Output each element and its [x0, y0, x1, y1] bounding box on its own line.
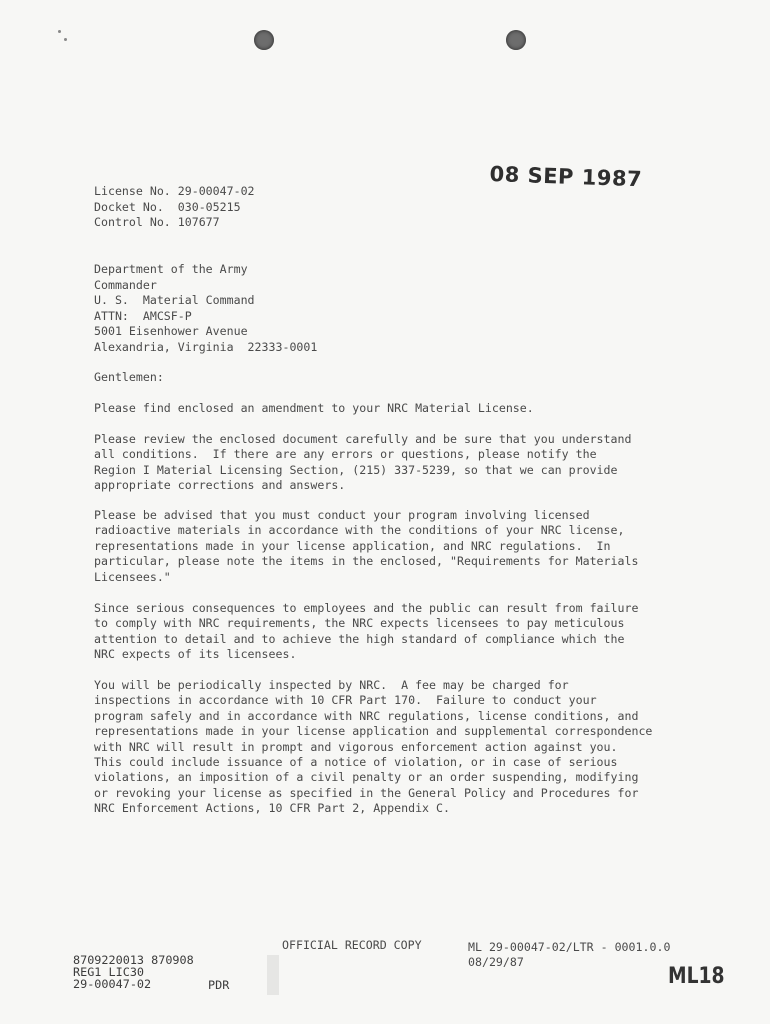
punch-hole-left	[254, 30, 274, 50]
ml-reference	[468, 940, 670, 970]
reference-block	[94, 184, 255, 231]
address-line: 5001 Eisenhower Avenue	[94, 324, 248, 338]
scan-speck	[64, 38, 67, 41]
paragraph-3: Please be advised that you must conduct your program involving licensed radioactive materials in accordance with the conditions of your NRC license, representations made in your license application, and NRC regulations. In particular, please note the items in the enclosed, "Requirements for Materials Licensees."	[94, 508, 639, 584]
official-record-copy: OFFICIAL RECORD COPY	[282, 938, 422, 952]
scan-speck	[58, 30, 61, 33]
pdr-label: PDR	[208, 978, 230, 992]
address-line: ATTN: AMCSF-P	[94, 308, 192, 323]
address-line: Alexandria, Virginia 22333-0001	[94, 339, 318, 354]
address-line: Department of the Army	[94, 262, 248, 276]
paragraph-1: Please find enclosed an amendment to your NRC Material License.	[94, 401, 534, 415]
accession-stamp: 8709220013 870908 REG1 LIC30 29-00047-02	[73, 953, 194, 991]
salutation: Gentlemen:	[94, 370, 164, 384]
paragraph-4: Since serious consequences to employees and the public can result from failure to comply with NRC requirements, the NRC expects licensees to pay meticulous attention to detail and to achieve the high standard of compliance which the NRC expects of its licensees.	[94, 601, 639, 662]
address-line: U. S. Material Command	[94, 293, 255, 307]
paragraph-2: Please review the enclosed document carefully and be sure that you understand all conditions. If there are any errors or questions, please notify the Region I Material Licensing Section, (215) 337-5239, so that we can provide appropriate corrections and answers.	[94, 432, 632, 493]
paragraph-5: You will be periodically inspected by NRC. A fee may be charged for inspections in accordance with 10 CFR Part 170. Failure to conduct your program safely and in accordance with NRC regulations, license conditions, and representations made in your license application and supplemental correspondence with NRC will result in prompt and vigorous enforcement action against you. This could include issuance of a notice of violation, or in case of serious violations, an imposition of a civil penalty or an order suspending, modifying or revoking your license as specified in the General Policy and Procedures for NRC Enforcement Actions, 10 CFR Part 2, Appendix C.	[94, 678, 653, 816]
punch-hole-right	[506, 30, 526, 50]
ml-ref-number: ML 29-00047-02/LTR - 0001.0.0	[468, 940, 671, 954]
ml-mark: ML18	[668, 964, 725, 989]
docket-number: Docket No. 030-05215	[94, 199, 241, 214]
ml-ref-date: 08/29/87	[468, 955, 524, 969]
scan-smudge	[267, 955, 279, 995]
control-number: Control No. 107677	[94, 215, 220, 229]
address-line: Commander	[94, 277, 157, 292]
license-number: License No. 29-00047-02	[94, 184, 255, 198]
date-stamp: 08 SEP 1987	[489, 162, 643, 192]
recipient-address	[94, 262, 317, 355]
